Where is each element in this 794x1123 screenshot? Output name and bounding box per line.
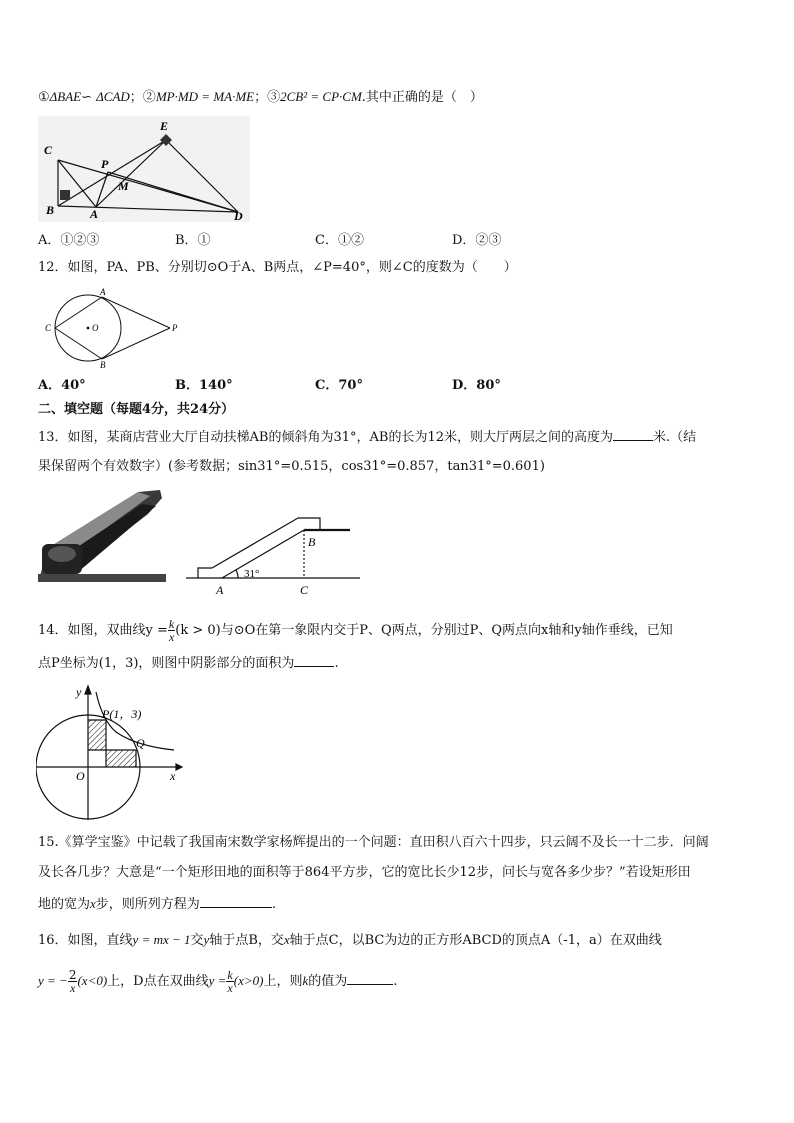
q16-var: y <box>203 932 210 947</box>
q16-frac-num: 2 <box>68 968 77 982</box>
q15-line1: 15.《算学宝鉴》中记载了我国南宋数学家杨辉提出的一个问题：直田积八百六十四步，只云阔不及长一十二步．问阔 <box>38 835 709 850</box>
q16-text: 上，D点在双曲线 <box>107 974 209 989</box>
q11-label-D: D <box>234 209 243 222</box>
q16-condition: (x>0) <box>233 973 264 988</box>
q13-text: 13．如图，某商店营业大厅自动扶梯AB的倾斜角为31°，AB的长为12米，则大厅两层之间的高度为 <box>38 430 614 445</box>
q16-text: 轴于点B，交 <box>209 933 284 948</box>
q14-text: 14．如图，双曲线y = <box>38 623 168 638</box>
q13-label-C: C <box>300 583 309 597</box>
q12-stem: 12．如图，PA、PB、分别切⊙O于A、B两点，∠P=40°，则∠C的度数为（ ） <box>38 260 517 275</box>
q11-label-C: C <box>44 143 53 157</box>
q11-stem-part: ；③ <box>254 90 281 105</box>
q15-text: 步，则所列方程为 <box>95 897 200 912</box>
q11-stem-math: ΔCAD <box>96 89 130 104</box>
q13-text: 米.（结 <box>653 430 697 445</box>
q12-label-B: B <box>100 360 106 368</box>
q13-angle-label: 31° <box>244 568 260 580</box>
q15-var: x <box>90 896 96 911</box>
q16-text: 上，则 <box>263 974 303 989</box>
q12-label-C: C <box>45 323 52 333</box>
section-title: 二、填空题（每题4分，共24分） <box>38 402 235 417</box>
q16-line2 <box>38 966 397 996</box>
q11-label-B: B <box>46 203 55 217</box>
q14-frac-num: k <box>168 617 175 631</box>
q11-stem <box>38 88 483 107</box>
q11-stem-math: MP·MD = MA·ME <box>155 89 255 104</box>
q13-answer-blank[interactable] <box>613 428 653 441</box>
q14-figure <box>36 684 186 820</box>
q16-answer-blank[interactable] <box>347 972 393 985</box>
q11-label-E: E <box>160 119 169 133</box>
q16-var: x <box>283 932 290 947</box>
q16-condition: (x<0) <box>77 973 108 988</box>
q14-label-y: y <box>76 685 82 699</box>
q11-stem-math: 2CB² = CP·CM <box>280 89 362 104</box>
q12-option-c[interactable]: C．70° <box>315 378 363 393</box>
q15-text: . <box>271 897 276 912</box>
q11-option-b[interactable]: B．① <box>175 233 211 248</box>
q11-stem-part: ① <box>38 90 50 105</box>
q12-figure <box>42 288 184 368</box>
q11-option-d[interactable]: D．②③ <box>452 233 502 248</box>
q15-line2: 及长各几步？大意是“一个矩形田地的面积等于864平方步，它的宽比长少12步，问长与宽各多少步？”若设矩形田 <box>38 865 691 880</box>
q11-stem-part: ；② <box>129 90 156 105</box>
q16-math: y = <box>208 973 227 988</box>
q16-text: 交 <box>190 933 204 948</box>
q13-label-A: A <box>216 583 224 597</box>
q16-frac-den: x <box>227 981 233 995</box>
q13-label-B: B <box>308 535 316 549</box>
q12-option-b[interactable]: B．140° <box>175 378 233 393</box>
q16-math: y = − <box>38 973 68 988</box>
q15-answer-blank[interactable] <box>200 895 272 908</box>
q13-line1 <box>38 428 696 447</box>
q13-diagram <box>186 514 366 600</box>
q11-option-c[interactable]: C．①② <box>315 233 364 248</box>
q16-text: . <box>393 974 398 989</box>
q11-figure <box>38 116 250 222</box>
q13-escalator-photo <box>38 486 166 586</box>
q11-option-a[interactable]: A．①②③ <box>38 233 100 248</box>
q16-fraction-2 <box>226 969 233 994</box>
q14-line2 <box>38 654 339 673</box>
q16-var: k <box>302 973 309 988</box>
q11-label-M: M <box>118 179 129 193</box>
q11-stem-part: .其中正确的是（ ） <box>361 90 483 105</box>
q14-answer-blank[interactable] <box>294 654 334 667</box>
q11-label-P: P <box>101 157 109 171</box>
q12-label-A: A <box>100 288 106 297</box>
q14-text: (k > 0)与⊙O在第一象限内交于P、Q两点，分别过P、Q两点向x轴和y轴作垂线，已知 <box>175 623 673 638</box>
q11-label-A: A <box>90 207 99 221</box>
q14-label-O: O <box>76 769 85 783</box>
q14-label-Q: Q <box>136 736 145 750</box>
q16-text: 16．如图，直线 <box>38 933 133 948</box>
q14-label-P: P(1，3) <box>102 707 142 721</box>
q14-label-x: x <box>170 769 176 783</box>
q12-label-P: P <box>172 323 178 333</box>
q14-text: . <box>334 656 339 671</box>
q14-text: 点P坐标为(1，3)，则图中阴影部分的面积为 <box>38 656 295 671</box>
q11-stem-sim: ∽ <box>81 90 93 105</box>
q12-option-a[interactable]: A．40° <box>38 378 86 393</box>
q14-line1 <box>38 617 673 645</box>
q16-frac-num: k <box>227 968 233 982</box>
q14-frac-den: x <box>168 630 175 644</box>
q15-text: 地的宽为 <box>38 897 91 912</box>
q11-stem-math: ΔBAE <box>49 89 82 104</box>
q12-label-O: O <box>92 323 99 333</box>
q16-equation: y = mx − 1 <box>132 932 191 947</box>
q16-text: 的值为 <box>308 974 348 989</box>
q12-option-d[interactable]: D．80° <box>452 378 501 393</box>
q16-frac-den: x <box>69 981 76 995</box>
q15-line3 <box>38 895 276 914</box>
q16-text: 轴于点C，以BC为边的正方形ABCD的顶点A（-1，a）在双曲线 <box>289 933 662 948</box>
q13-line2: 果保留两个有效数字）(参考数据；sin31°=0.515，cos31°=0.857，tan31°=0.601) <box>38 459 545 474</box>
q16-line1 <box>38 931 662 950</box>
